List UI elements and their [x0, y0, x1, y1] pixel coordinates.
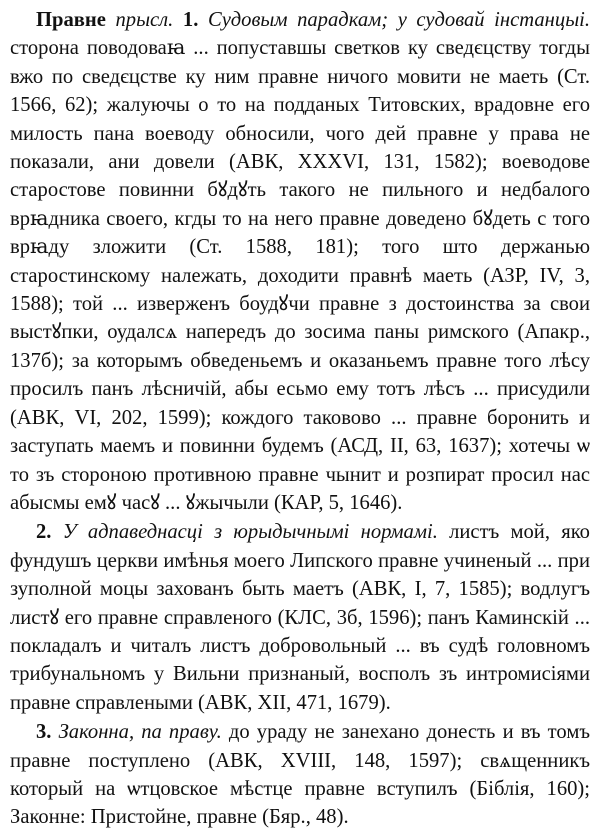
- sense-2: [10, 518, 590, 717]
- sense-definition: У адпаведнасці з юрыдычнымі нормамі.: [62, 521, 438, 544]
- sense-number: 3.: [36, 721, 52, 744]
- headword: Правне: [36, 9, 106, 31]
- sense-number: 1.: [182, 9, 199, 31]
- sense-citations: листъ мой, яко фундушъ церкви имѣнья моего Липского правне учиненый ... при зуполной моцы захованъ быть маетъ (АВК, I, 7, 1585); водлугъ листꙋ его правне справленого (КЛС, 3б, 1596); панъ Каминскій ... покладалъ и читалъ листъ добровольный ... въ судѣ головномъ трибунальномъ у Вильни признаный, восполъ зъ интромисіями правне справлеными (АВК, XII, 471, 1679).: [10, 521, 590, 714]
- sense-1: [10, 6, 590, 517]
- part-of-speech: прысл.: [115, 9, 174, 31]
- sense-definition: Судовым парадкам; у судовай інстанцыі.: [207, 9, 591, 31]
- sense-citations: сторона поводоваꙗ ... попуставшы светков ку сведєцству тогды вжо по сведєцстве ку ним правне ничого мовити не маеть (Ст. 1566, 62); жалуючы о то на подданых Титовских, врадовне его милость пана воеводу обносили, чого дей правне у права не показали, ани довели (АВК, XXXVI, 131, 1582); воеводове старостове повинни бꙋдꙋть такого не пильного и недбалого врꙗдника своего, кгды то на него правне доведено бꙋдеть с того врꙗду зложити (Ст. 1588, 181); того што держанью старостинскому належать, доходити правнѣ маеть (АЗР, IV, 3, 1588); той ... изверженъ боудꙋчи правне з достоинства за свои выстꙋпки, оудалсѧ напередъ до зосима паны римского (Апакр., 137б); за которымъ обведеньемъ и оказаньемъ правне того лѣсу просилъ панъ лѣсничій, абы есьмо ему тотъ лѣсъ ... присудили (АВК, VI, 202, 1599); кождого таковово ... правне боронить и заступать маемъ и повинни будемъ (АСД, II, 63, 1637); хотечы ѡ то зъ стороною противною правне чынит и розпират просил нас абысмы емꙋ часꙋ ... ꙋжычыли (КАР, 5, 1646).: [10, 37, 590, 514]
- sense-definition: Законна, па праву.: [58, 721, 222, 744]
- sense-number: 2.: [36, 521, 52, 544]
- sense-3: [10, 718, 590, 832]
- sense-citations: до ураду не занехано донесть и въ томъ правне поступлено (АВК, XVIII, 148, 1597); свѧщенникъ который на ѡтцовское мѣстце правне вступилъ (Біблія, 160); Законне: Пристойне, правне (Бяр., 48).: [10, 721, 590, 829]
